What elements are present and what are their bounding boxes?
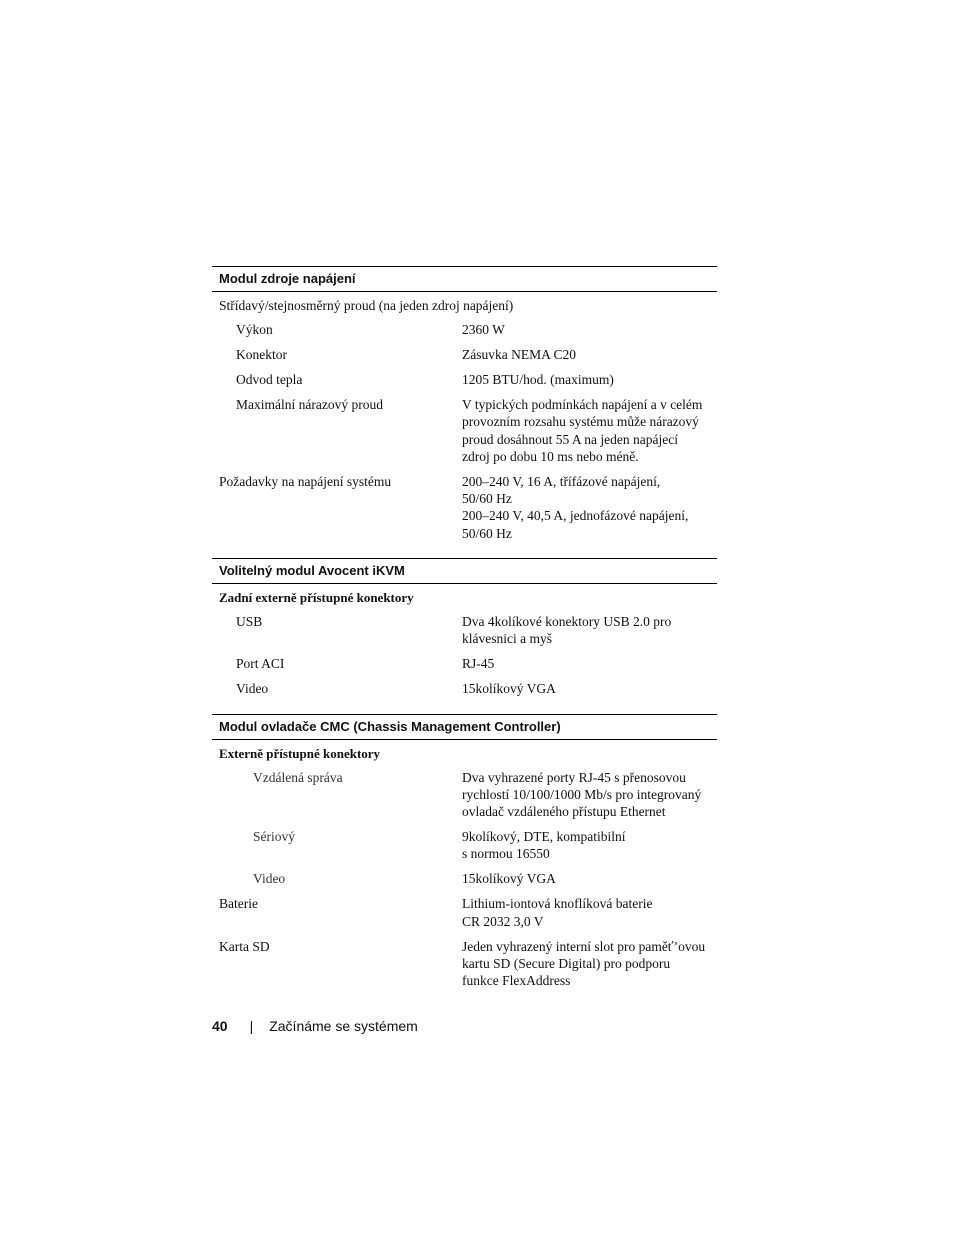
spec-value-line: V typických podmínkách napájení a v celém [462, 396, 703, 412]
spec-value-line: Lithium-iontová knoflíková baterie [462, 896, 653, 912]
spec-label: Požadavky na napájení systému [219, 473, 392, 489]
spec-value-line: klávesnici a myš [462, 631, 552, 647]
spec-label: Výkon [236, 322, 273, 337]
spec-value: Zásuvka NEMA C20 [462, 346, 576, 362]
spec-value-line: Dva 4kolíkové konektory USB 2.0 pro [462, 614, 672, 630]
subheading: Externě přístupné konektory [219, 745, 381, 761]
spec-label: Vzdálená správa [253, 769, 343, 785]
spec-value: RJ-45 [462, 656, 495, 672]
spec-value-line: 9kolíkový, DTE, kompatibilní [462, 829, 626, 845]
spec-value-line: kartu SD (Secure Digital) pro podporu [462, 956, 671, 971]
spec-label: USB [236, 614, 263, 630]
spec-value-line: ovladač vzdáleného přístupu Ethernet [462, 804, 666, 820]
page-number: 40 [212, 1018, 228, 1034]
section-cmc [212, 714, 717, 990]
section-power-supply [212, 266, 717, 542]
spec-value-line: s normou 16550 [462, 846, 550, 862]
spec-label: Maximální nárazový proud [236, 396, 383, 412]
spec-value: 2360 W [462, 322, 505, 337]
subheading: Zadní externě přístupné konektory [219, 590, 414, 606]
spec-value: 1205 BTU/hod. (maximum) [462, 371, 614, 387]
page-footer [212, 1018, 418, 1034]
spec-value-line: 50/60 Hz [462, 525, 512, 541]
spec-label: Video [236, 681, 269, 697]
spec-label: Baterie [219, 896, 258, 912]
spec-value: 15kolíkový VGA [462, 681, 556, 697]
spec-value-line: 200–240 V, 40,5 A, jednofázové napájení, [462, 508, 689, 524]
spec-value: 15kolíkový VGA [462, 871, 556, 887]
spec-value-line: Jeden vyhrazený interní slot pro paměť’ovou [462, 938, 706, 954]
spec-value-line: Dva vyhrazené porty RJ-45 s přenosovou [462, 769, 686, 785]
section-ikvm [212, 558, 717, 698]
spec-label: Konektor [236, 346, 287, 362]
spec-label: Port ACI [236, 656, 285, 672]
spec-label: Karta SD [219, 938, 270, 954]
spec-value-line: CR 2032 3,0 V [462, 913, 544, 929]
spec-value-line: rychlostí 10/100/1000 Mb/s pro integrovaný [462, 786, 702, 802]
spec-value-line: funkce FlexAddress [462, 973, 571, 989]
spec-table [212, 266, 717, 990]
spec-value-line: proud dosáhnout 55 A na jeden napájecí [462, 431, 678, 447]
section-title: Volitelný modul Avocent iKVM [212, 558, 717, 584]
footer-separator: | [249, 1018, 254, 1034]
spec-value-line: 200–240 V, 16 A, třífázové napájení, [462, 473, 661, 489]
chapter-title: Začínáme se systémem [269, 1018, 418, 1034]
section-title: Modul ovladače CMC (Chassis Management Controller) [212, 714, 717, 740]
spec-label: Video [253, 871, 286, 887]
subheading: Střídavý/stejnosměrný proud (na jeden zdroj napájení) [219, 298, 514, 313]
spec-value-line: 50/60 Hz [462, 491, 512, 507]
spec-label: Odvod tepla [236, 371, 303, 387]
spec-label: Sériový [253, 829, 295, 845]
spec-value-line: zdroj po dobu 10 ms nebo méně. [462, 448, 639, 464]
spec-value-line: provozním rozsahu systému může nárazový [462, 414, 699, 430]
section-title: Modul zdroje napájení [212, 266, 717, 292]
